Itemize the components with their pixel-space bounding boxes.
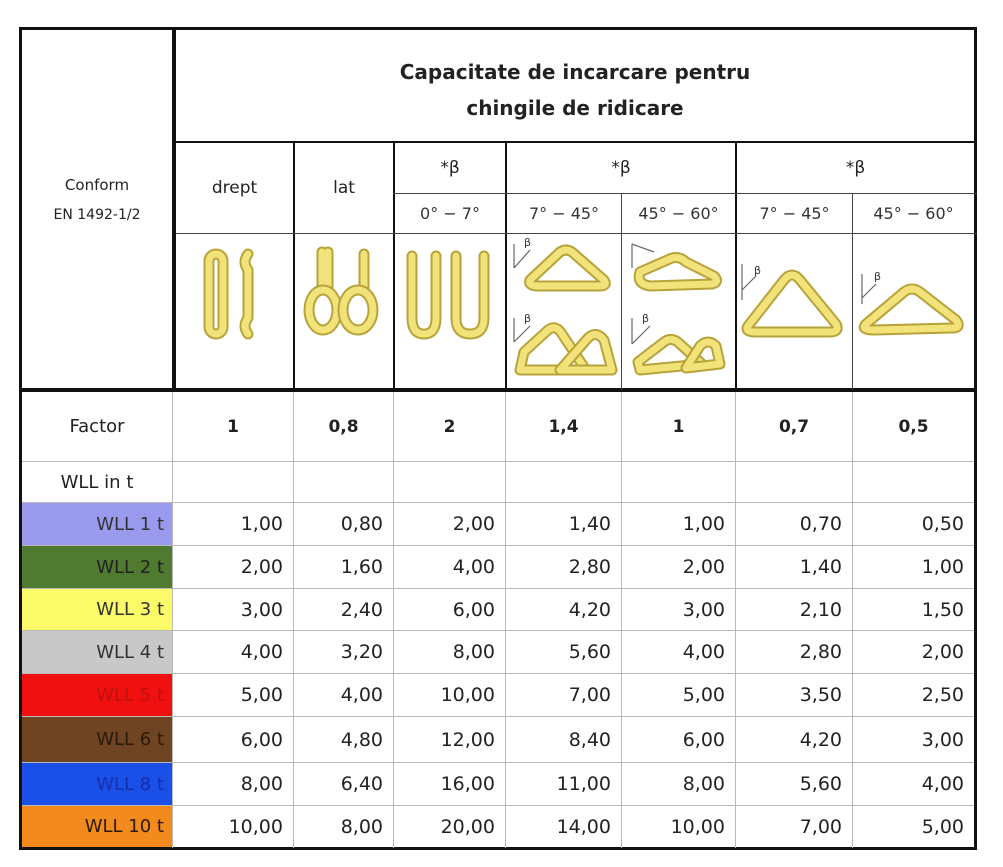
wll-label: WLL 2 t: [96, 556, 164, 578]
standard-label: Conform: [64, 176, 130, 194]
table-cell: 2,00: [682, 556, 725, 578]
sling-basket-angle-icon: [632, 244, 720, 370]
table-cell: 8,00: [340, 815, 383, 838]
factor-value: 1: [672, 416, 685, 437]
table-cell: 5,60: [799, 773, 842, 795]
angle-45-60-b: 45° − 60°: [873, 204, 954, 223]
wll-label: WLL 4 t: [96, 641, 164, 663]
standard-code: EN 1492-1/2: [53, 207, 141, 223]
table-cell: 6,00: [240, 728, 283, 751]
title-line-1: Capacitate de incarcare pentru: [399, 60, 751, 84]
angle-7-45-b: 7° − 45°: [759, 204, 830, 223]
table-cell: 5,00: [921, 815, 964, 838]
sling-straight-icon: [209, 254, 248, 334]
sling-basket-icon: [412, 256, 484, 334]
wll-label: WLL 8 t: [96, 773, 164, 795]
table-cell: 6,00: [682, 728, 725, 751]
table-cell: 2,80: [799, 641, 842, 663]
factor-value: 1: [227, 416, 239, 437]
wll-label: WLL 6 t: [96, 729, 164, 750]
factor-value: 2: [443, 416, 456, 437]
wll-label: WLL 3 t: [96, 599, 164, 620]
title-line-2: chingile de ridicare: [466, 96, 684, 120]
column-header-beta-1: *β: [440, 158, 460, 178]
angle-45-60-a: 45° − 60°: [638, 204, 719, 223]
table-cell: 3,00: [240, 598, 283, 621]
table-cell: 1,00: [921, 556, 964, 578]
table-cell: 2,50: [921, 684, 964, 706]
sling-basket-angle-icon: [514, 236, 612, 370]
table-cell: 12,00: [440, 728, 495, 751]
table-cell: 10,00: [228, 815, 283, 838]
table-cell: 3,20: [340, 641, 383, 663]
factor-value: 0,7: [778, 416, 810, 437]
table-cell: 4,00: [340, 684, 383, 706]
table-cell: 0,80: [340, 513, 383, 535]
wll-label: WLL 5 t: [96, 684, 164, 706]
table-cell: 14,00: [556, 815, 611, 838]
table-cell: 4,00: [921, 773, 964, 795]
table-cell: 5,60: [568, 641, 611, 663]
table-cell: 4,80: [340, 728, 383, 751]
beta-label: β: [874, 270, 882, 283]
table-cell: 5,00: [682, 684, 725, 706]
table-cell: 2,40: [340, 598, 383, 621]
table-cell: 2,00: [921, 641, 964, 663]
table-cell: 6,00: [452, 598, 495, 621]
table-cell: 16,00: [440, 773, 495, 795]
sling-triangle-icon: [742, 264, 837, 332]
table-cell: 7,00: [799, 815, 842, 838]
table-cell: 2,00: [240, 556, 283, 578]
table-cell: 0,70: [799, 513, 842, 535]
table-cell: 4,00: [682, 641, 725, 663]
angle-7-45-a: 7° − 45°: [528, 204, 600, 223]
table-cell: 0,50: [921, 513, 964, 535]
table-cell: 4,00: [452, 556, 495, 578]
column-header-lat: lat: [333, 178, 355, 198]
table-cell: 1,60: [340, 556, 383, 578]
table-cell: 20,00: [440, 815, 495, 838]
wll-label: WLL 1 t: [96, 513, 164, 535]
table-cell: 2,80: [568, 556, 611, 578]
table-cell: 5,00: [240, 684, 283, 706]
beta-label: β: [642, 312, 650, 325]
table-cell: 2,00: [452, 513, 495, 535]
table-cell: 3,00: [682, 598, 725, 621]
table-cell: 7,00: [568, 684, 611, 706]
table-cell: 4,20: [568, 598, 611, 621]
beta-label: β: [754, 264, 762, 277]
column-header-beta-2: *β: [611, 158, 631, 178]
table-cell: 6,40: [340, 773, 383, 795]
sling-triangle-icon: [862, 270, 958, 330]
table-cell: 1,40: [568, 513, 611, 535]
column-header-beta-3: *β: [845, 158, 866, 178]
wll-label: WLL 10 t: [84, 816, 164, 837]
table-cell: 10,00: [440, 684, 495, 706]
beta-label: β: [524, 312, 532, 325]
table-cell: 8,00: [452, 641, 495, 663]
table-cell: 1,40: [799, 556, 842, 578]
table-cell: 8,00: [682, 773, 725, 795]
table-cell: 11,00: [556, 773, 611, 795]
factor-value: 1,4: [548, 416, 579, 437]
angle-0-7: 0° − 7°: [420, 204, 480, 223]
table-cell: 2,10: [799, 598, 842, 621]
table-cell: 1,00: [240, 513, 283, 535]
wll-header: WLL in t: [60, 471, 134, 493]
table-cell: 3,00: [921, 728, 964, 751]
table-cell: 8,40: [568, 728, 611, 751]
table-cell: 3,50: [799, 684, 842, 706]
table-cell: 10,00: [670, 815, 725, 838]
factor-value: 0,5: [898, 416, 929, 437]
table-cell: 1,50: [921, 598, 964, 621]
table-cell: 4,00: [240, 641, 283, 663]
beta-label: β: [524, 236, 532, 249]
table-cell: 4,20: [799, 728, 842, 751]
table-cell: 1,00: [682, 513, 725, 535]
factor-value: 0,8: [328, 416, 359, 437]
factor-label: Factor: [69, 416, 125, 437]
column-header-drept: drept: [211, 178, 258, 198]
sling-choke-icon: [309, 252, 373, 330]
table-cell: 8,00: [240, 773, 283, 795]
